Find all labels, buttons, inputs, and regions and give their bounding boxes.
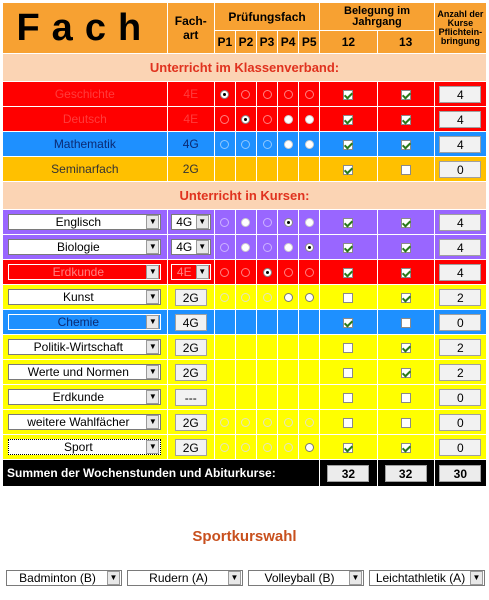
p3-radio[interactable] [263,443,272,452]
sport-title: Sportkurswahl [192,528,297,545]
sport-select-2[interactable]: Rudern (A) ▼ [127,570,243,586]
fach-name: Seminarfach [3,157,167,181]
p1-radio[interactable] [220,115,229,124]
table-row [3,285,486,309]
jahrgang-13-checkbox[interactable] [401,318,411,328]
pruefungsfach-header: Prüfungsfach [215,3,319,30]
kurse-count: 2 [439,364,481,381]
chevron-down-icon: ▼ [146,315,159,329]
art-select[interactable]: 4G ▼ [171,239,211,255]
p3-radio[interactable] [263,418,272,427]
fach-select[interactable]: Kunst ▼ [8,289,161,305]
p2-radio[interactable] [241,90,250,99]
p3-radio[interactable] [263,115,272,124]
kurse-count: 4 [439,264,481,281]
kurse-count: 4 [439,214,481,231]
p3-radio[interactable] [263,243,272,252]
fach-select[interactable]: Englisch ▼ [8,214,161,230]
jahrgang-12-checkbox[interactable] [343,293,353,303]
fach-select[interactable]: Erdkunde ▼ [8,264,161,280]
p1-radio[interactable] [220,293,229,302]
table-row [3,360,486,384]
jahrgang-12-checkbox[interactable] [343,368,353,378]
p1-radio[interactable] [220,443,229,452]
fach-select[interactable]: Werte und Normen ▼ [8,364,161,380]
fach-art: 2G [175,364,207,381]
jahrgang-13-checkbox[interactable] [401,268,411,278]
kurse-count: 4 [439,86,481,103]
jahrgang-12-checkbox[interactable] [343,318,353,328]
fach-select[interactable]: Sport ▼ [8,439,161,455]
sum-12: 32 [327,465,369,482]
table-row [3,260,486,284]
p1-radio[interactable] [220,218,229,227]
jahrgang-12-checkbox[interactable] [343,218,353,228]
fach-art: --- [175,389,207,406]
sum-13: 32 [385,465,427,482]
p4-radio[interactable] [284,140,293,149]
jahrgang-13-checkbox[interactable] [401,393,411,403]
art-select[interactable]: 4G ▼ [171,214,211,230]
p5-radio[interactable] [305,443,314,452]
table-row [3,82,486,106]
table-row [3,157,486,181]
p1-radio[interactable] [220,140,229,149]
fach-art: 2G [175,439,207,456]
chevron-down-icon: ▼ [470,571,483,585]
sport-select-4[interactable]: Leichtathletik (A) ▼ [369,570,485,586]
chevron-down-icon: ▼ [146,440,159,454]
jahrgang-12-checkbox[interactable] [343,243,353,253]
table-row [3,107,486,131]
kurse-count: 2 [439,289,481,306]
fach-art: 2G [175,289,207,306]
p4-header: P4 [278,31,298,53]
p2-radio[interactable] [241,140,250,149]
sport-select-3[interactable]: Volleyball (B) ▼ [248,570,364,586]
p4-radio[interactable] [284,243,293,252]
chevron-down-icon: ▼ [196,240,209,254]
p5-radio[interactable] [305,243,314,252]
jahrgang-13-checkbox[interactable] [401,115,411,125]
jahrgang-13-header: 13 [378,31,434,53]
chevron-down-icon: ▼ [146,240,159,254]
p1-radio[interactable] [220,418,229,427]
fach-art: 4G [168,132,214,156]
jahrgang-12-checkbox[interactable] [343,115,353,125]
p4-radio[interactable] [284,268,293,277]
jahrgang-13-checkbox[interactable] [401,218,411,228]
table-row [3,310,486,334]
p3-radio[interactable] [263,218,272,227]
course-table [2,2,487,487]
art-select[interactable]: 4E ▼ [171,264,211,280]
sport-select-1[interactable]: Badminton (B) ▼ [6,570,122,586]
fach-name: Deutsch [3,107,167,131]
kurse-count: 0 [439,414,481,431]
jahrgang-13-checkbox[interactable] [401,90,411,100]
belegung-header: Belegung im Jahrgang [320,3,433,30]
p5-radio[interactable] [305,218,314,227]
jahrgang-12-checkbox[interactable] [343,418,353,428]
p3-radio[interactable] [263,268,272,277]
fach-art: 2G [168,157,214,181]
p5-radio[interactable] [305,293,314,302]
jahrgang-13-checkbox[interactable] [401,418,411,428]
p2-radio[interactable] [241,443,250,452]
sum-total: 30 [439,465,481,482]
kurse-count: 4 [439,111,481,128]
chevron-down-icon: ▼ [349,571,362,585]
p1-radio[interactable] [220,243,229,252]
jahrgang-13-checkbox[interactable] [401,140,411,150]
fachart-header: Fach- art [168,3,214,53]
chevron-down-icon: ▼ [196,215,209,229]
fach-select[interactable]: Chemie ▼ [8,314,161,330]
jahrgang-13-checkbox[interactable] [401,243,411,253]
p4-radio[interactable] [284,293,293,302]
p3-radio[interactable] [263,90,272,99]
chevron-down-icon: ▼ [196,265,209,279]
chevron-down-icon: ▼ [146,365,159,379]
jahrgang-13-checkbox[interactable] [401,293,411,303]
section-klassenverband: Unterricht im Klassenverband: [3,54,486,81]
kurse-count: 0 [439,314,481,331]
p2-radio[interactable] [241,115,250,124]
jahrgang-12-header: 12 [320,31,376,53]
summary-label: Summen der Wochenstunden und Abiturkurse: [3,460,319,486]
fach-art: 4G [175,314,207,331]
chevron-down-icon: ▼ [107,571,120,585]
anzahl-header: Anzahl der Kurse Pflichtein-bringung [435,3,486,53]
chevron-down-icon: ▼ [228,571,241,585]
p3-radio[interactable] [263,293,272,302]
p5-radio[interactable] [305,418,314,427]
sport-choices [6,570,486,588]
table-row [3,210,486,234]
jahrgang-12-checkbox[interactable] [343,443,353,453]
chevron-down-icon: ▼ [146,215,159,229]
fach-art: 4E [168,82,214,106]
fach-select[interactable]: Erdkunde ▼ [8,389,161,405]
fach-art: 2G [175,339,207,356]
table-row [3,410,486,434]
p5-radio[interactable] [305,115,314,124]
kurse-count: 4 [439,239,481,256]
kurse-count: 0 [439,161,481,178]
fach-select[interactable]: Politik-Wirtschaft ▼ [8,339,161,355]
p5-radio[interactable] [305,268,314,277]
fach-name: Mathematik [3,132,167,156]
kurse-count: 4 [439,136,481,153]
fach-name: Geschichte [3,82,167,106]
table-row [3,132,486,156]
p4-radio[interactable] [284,218,293,227]
chevron-down-icon: ▼ [146,340,159,354]
chevron-down-icon: ▼ [146,265,159,279]
kurse-count: 0 [439,439,481,456]
jahrgang-12-checkbox[interactable] [343,268,353,278]
chevron-down-icon: ▼ [146,290,159,304]
p1-radio[interactable] [220,90,229,99]
p3-radio[interactable] [263,140,272,149]
table-row [3,235,486,259]
p2-radio[interactable] [241,418,250,427]
table-row [3,335,486,359]
jahrgang-12-checkbox[interactable] [343,343,353,353]
p2-radio[interactable] [241,218,250,227]
p2-radio[interactable] [241,268,250,277]
p1-header: P1 [215,31,235,53]
summary-row [3,460,486,486]
fach-art: 2G [175,414,207,431]
chevron-down-icon: ▼ [146,415,159,429]
p2-header: P2 [236,31,256,53]
jahrgang-13-checkbox[interactable] [401,165,411,175]
jahrgang-12-checkbox[interactable] [343,140,353,150]
fach-header: Fach [3,3,167,53]
p5-radio[interactable] [305,140,314,149]
p4-radio[interactable] [284,115,293,124]
p3-header: P3 [257,31,277,53]
p2-radio[interactable] [241,293,250,302]
jahrgang-12-checkbox[interactable] [343,393,353,403]
jahrgang-13-checkbox[interactable] [401,343,411,353]
jahrgang-12-checkbox[interactable] [343,90,353,100]
fach-art: 4E [168,107,214,131]
p1-radio[interactable] [220,268,229,277]
jahrgang-13-checkbox[interactable] [401,368,411,378]
chevron-down-icon: ▼ [146,390,159,404]
fach-select[interactable]: weitere Wahlfächer ▼ [8,414,161,430]
p4-radio[interactable] [284,418,293,427]
table-row [3,435,486,459]
p4-radio[interactable] [284,90,293,99]
table-row [3,385,486,409]
jahrgang-13-checkbox[interactable] [401,443,411,453]
kurse-count: 0 [439,389,481,406]
jahrgang-12-checkbox[interactable] [343,165,353,175]
section-kurse: Unterricht in Kursen: [3,182,486,209]
p4-radio[interactable] [284,443,293,452]
p2-radio[interactable] [241,243,250,252]
fach-select[interactable]: Biologie ▼ [8,239,161,255]
p5-radio[interactable] [305,90,314,99]
p5-header: P5 [299,31,319,53]
kurse-count: 2 [439,339,481,356]
